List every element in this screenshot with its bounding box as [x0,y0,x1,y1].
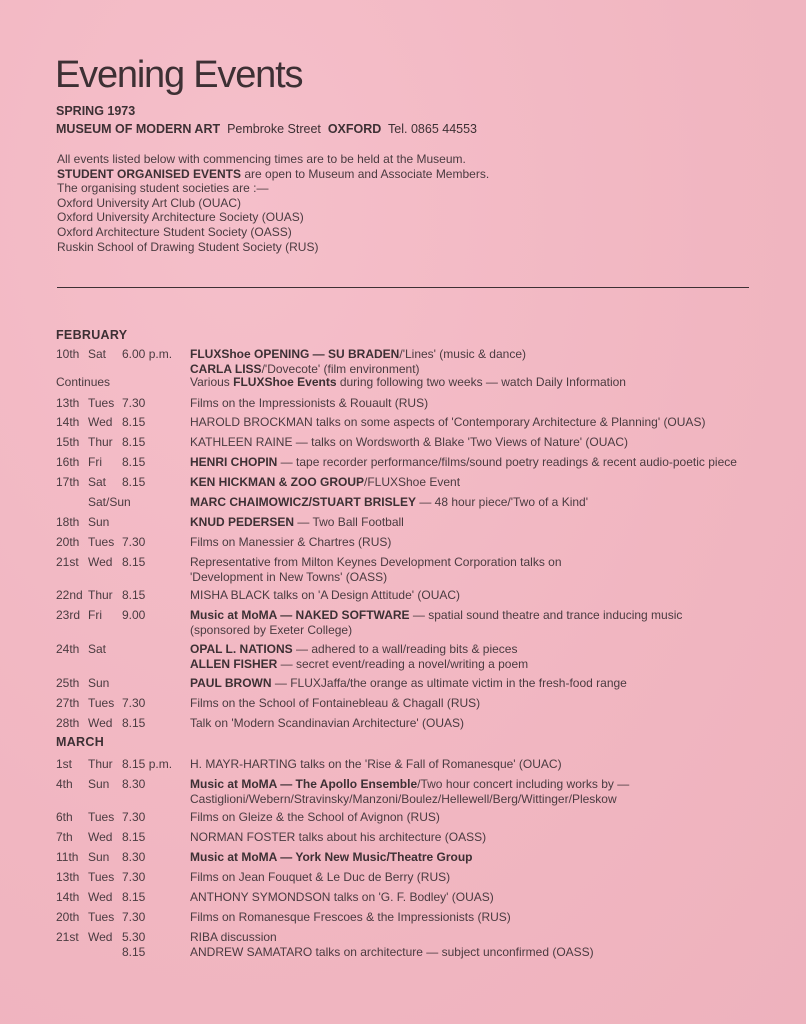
event-day: Sat [88,347,107,361]
event-date: 10th [56,347,80,361]
event-line [190,850,473,865]
event-description [190,588,460,603]
event-text: Films on Manessier & Chartres (RUS) [190,535,392,549]
event-description [190,870,450,885]
event-description [190,716,464,731]
event-description [190,810,440,825]
event-time: 9.00 [122,608,146,622]
event-description [190,608,682,637]
event-highlight: FLUXShoe OPENING — SU BRADEN [190,347,400,361]
event-day: Wed [88,555,113,569]
event-time: 5.30 [122,930,146,944]
event-line [190,930,277,945]
event-description [190,396,428,411]
event-line [190,945,594,960]
event-day: Sat/Sun [88,495,131,509]
event-text: Films on Romanesque Frescoes & the Impressionists (RUS) [190,910,511,924]
venue-tel: Tel. 0865 44553 [388,122,478,136]
society-item: Oxford Architecture Student Society (OASS) [57,224,292,239]
event-text: — Two Ball Football [294,515,404,529]
event-time: 7.30 [122,810,146,824]
event-text: — 48 hour piece/'Two of a Kind' [415,495,588,509]
event-date: 20th [56,535,80,549]
event-line [190,716,464,731]
event-date: 1st [56,757,73,771]
event-day: Thur [88,435,113,449]
divider [57,287,749,288]
event-text: /FLUXShoe Event [364,475,461,489]
event-description [190,347,526,376]
event-day: Tues [88,910,115,924]
event-date: 13th [56,396,80,410]
event-text: — spatial sound theatre and trance inducing music [409,608,683,622]
event-highlight: MARC CHAIMOWICZ/STUART BRISLEY [190,495,416,509]
event-text: /Two hour concert including works by — [417,777,630,791]
event-time: 8.15 [122,455,146,469]
event-text: Representative from Milton Keynes Development Corporation talks on [190,555,562,569]
event-time: 8.30 [122,777,146,791]
event-day: Fri [88,455,102,469]
event-date: 23rd [56,608,81,622]
event-text: Films on Jean Fouquet & Le Duc de Berry (RUS) [190,870,451,884]
event-day: Sun [88,850,110,864]
event-highlight: Music at MoMA — The Apollo Ensemble [190,777,418,791]
event-date: 14th [56,890,80,904]
event-highlight: FLUXShoe Events [233,375,337,389]
event-line [190,757,562,772]
event-text: HAROLD BROCKMAN talks on some aspects of 'Contemporary Architecture & Planning' (OUAS) [190,415,706,429]
event-time: 8.15 [122,435,146,449]
event-day: Sat [88,475,107,489]
event-description [190,696,480,711]
event-line [190,657,528,672]
event-description [190,642,528,671]
event-description [190,930,277,945]
event-time: 8.15 [122,555,146,569]
event-line [190,890,494,905]
event-date: 14th [56,415,80,429]
event-text: ANDREW SAMATARO talks on architecture — subject unconfirmed (OASS) [190,945,594,959]
intro-line: The organising student societies are :— [57,181,269,196]
event-date: 11th [56,850,79,864]
event-line [190,375,626,390]
event-highlight: OPAL L. NATIONS [190,642,293,656]
event-date: 21st [56,555,79,569]
society-item: Oxford University Art Club (OUAC) [57,195,242,210]
event-text: — adhered to a wall/reading bits & pieces [292,642,518,656]
society-item: Ruskin School of Drawing Student Society (RUS) [57,239,319,254]
event-line [190,535,391,550]
event-time: 8.15 [122,716,146,730]
event-line [190,362,526,377]
event-line [190,435,628,450]
event-date: 28th [56,716,80,730]
event-time: 7.30 [122,696,146,710]
event-day: Wed [88,716,113,730]
event-line [190,475,460,490]
event-highlight: PAUL BROWN [190,676,272,690]
society-item: Oxford University Architecture Society (OUAS) [57,210,304,225]
event-text: Films on the Impressionists & Rouault (RUS) [190,396,429,410]
event-day: Sun [88,676,110,690]
venue-name: MUSEUM OF MODERN ART [56,122,221,136]
event-description [190,757,562,772]
event-date: 25th [56,676,80,690]
event-text: during following two weeks — watch Daily Information [336,375,626,389]
event-time: 7.30 [122,870,146,884]
event-description [190,555,562,584]
event-description [190,415,705,430]
event-day: Fri [88,608,102,622]
event-text: Castiglioni/Webern/Stravinsky/Manzoni/Boulez/Hellewell/Berg/Wittinger/Pleskow [190,791,617,806]
event-day: Thur [88,588,113,602]
intro-bold: STUDENT ORGANISED EVENTS [57,166,242,181]
event-text: Films on the School of Fontainebleau & Chagall (RUS) [190,696,481,710]
event-line [190,455,737,470]
event-day: Thur [88,757,113,771]
intro-line [57,167,489,182]
event-text: — tape recorder performance/films/sound poetry readings & recent audio-poetic piece [277,455,737,469]
event-day: Tues [88,870,115,884]
month-heading-february: FEBRUARY [56,328,128,342]
intro-block [57,152,489,254]
event-line [190,588,460,603]
event-description [190,435,628,450]
event-line [190,810,440,825]
event-text: Various [190,375,234,389]
event-day: Sun [88,777,110,791]
event-description [190,910,511,925]
event-line [190,830,486,845]
event-text: RIBA discussion [190,930,277,944]
event-time: 8.15 [122,415,146,429]
event-date: 13th [56,870,80,884]
event-date: 16th [56,455,80,469]
event-line [190,910,511,925]
event-date: 15th [56,435,80,449]
event-time: 8.15 [122,890,146,904]
event-description [190,850,473,865]
event-time: 8.15 p.m. [122,757,173,771]
event-day: Wed [88,415,113,429]
event-text: NORMAN FOSTER talks about his architecture (OASS) [190,830,487,844]
event-day: Tues [88,810,115,824]
event-description [190,945,594,960]
event-line [190,415,705,430]
event-text: ANTHONY SYMONDSON talks on 'G. F. Bodley' (OUAS) [190,890,494,904]
page-title: Evening Events [55,54,303,96]
event-text: KATHLEEN RAINE — talks on Wordsworth & Blake 'Two Views of Nature' (OUAC) [190,435,629,449]
event-highlight: KNUD PEDERSEN [190,515,295,529]
event-highlight: ALLEN FISHER [190,656,278,671]
month-heading-march: MARCH [56,735,105,749]
event-text: /'Lines' (music & dance) [399,347,526,361]
event-line [190,623,682,638]
event-text: (sponsored by Exeter College) [190,622,353,637]
event-time: 7.30 [122,396,146,410]
venue-line [56,122,477,136]
event-time: 6.00 p.m. [122,347,173,361]
event-line [190,777,629,792]
event-description [190,375,626,390]
venue-street: Pembroke Street [227,122,321,136]
event-day: Tues [88,696,115,710]
event-highlight: HENRI CHOPIN [190,455,278,469]
event-date: 18th [56,515,80,529]
event-text: MISHA BLACK talks on 'A Design Attitude' (OUAC) [190,588,461,602]
event-description [190,890,494,905]
event-text: 'Development in New Towns' (OASS) [190,569,388,584]
event-highlight: KEN HICKMAN & ZOO GROUP [190,475,364,489]
event-line [190,495,588,510]
event-line [190,792,629,807]
event-line [190,676,627,691]
event-date: 17th [56,475,80,489]
event-day: Tues [88,396,115,410]
event-time: 7.30 [122,535,146,549]
event-date: 27th [56,696,80,710]
event-day: Wed [88,930,113,944]
event-line [190,555,562,570]
event-description [190,515,404,530]
event-highlight: Music at MoMA — York New Music/Theatre Group [190,850,473,864]
event-date: 7th [56,830,73,844]
event-time: 8.15 [122,830,146,844]
event-line [190,870,450,885]
event-line [190,642,528,657]
event-day: Sat [88,642,107,656]
event-date: 21st [56,930,79,944]
event-day: Wed [88,890,113,904]
event-time: 8.15 [122,475,146,489]
event-text: — FLUXJaffa/the orange as ultimate victim in the fresh-food range [271,676,627,690]
intro-line: All events listed below with commencing times are to be held at the Museum. [57,152,466,166]
event-time: 8.30 [122,850,146,864]
event-day: Tues [88,535,115,549]
event-time: 8.15 [122,945,146,959]
season-label: SPRING 1973 [56,104,136,118]
event-day: Wed [88,830,113,844]
event-date: 4th [56,777,73,791]
event-text: Talk on 'Modern Scandinavian Architecture' (OUAS) [190,716,465,730]
event-text: H. MAYR-HARTING talks on the 'Rise & Fall of Romanesque' (OUAC) [190,757,562,771]
event-text: — secret event/reading a novel/writing a poem [277,656,529,671]
event-description [190,455,737,470]
event-time: 8.15 [122,588,146,602]
event-description [190,535,391,550]
event-line [190,396,428,411]
event-highlight: Music at MoMA — NAKED SOFTWARE [190,608,410,622]
event-time: 7.30 [122,910,146,924]
event-description [190,676,627,691]
event-line [190,608,682,623]
event-text: /'Dovecote' (film environment) [261,361,420,376]
event-description [190,475,460,490]
venue-city: OXFORD [327,122,382,136]
event-date: 22nd [56,588,83,602]
event-line [190,696,480,711]
event-text: Films on Gleize & the School of Avignon (RUS) [190,810,440,824]
event-line [190,347,526,362]
event-line [190,515,404,530]
event-highlight: CARLA LISS [190,361,262,376]
event-day: Sun [88,515,110,529]
event-line [190,570,562,585]
event-date: Continues [56,375,111,389]
event-date: 24th [56,642,80,656]
intro-rest: are open to Museum and Associate Members. [241,166,490,181]
event-description [190,830,486,845]
event-date: 6th [56,810,73,824]
event-date: 20th [56,910,80,924]
event-description [190,777,629,806]
event-description [190,495,588,510]
